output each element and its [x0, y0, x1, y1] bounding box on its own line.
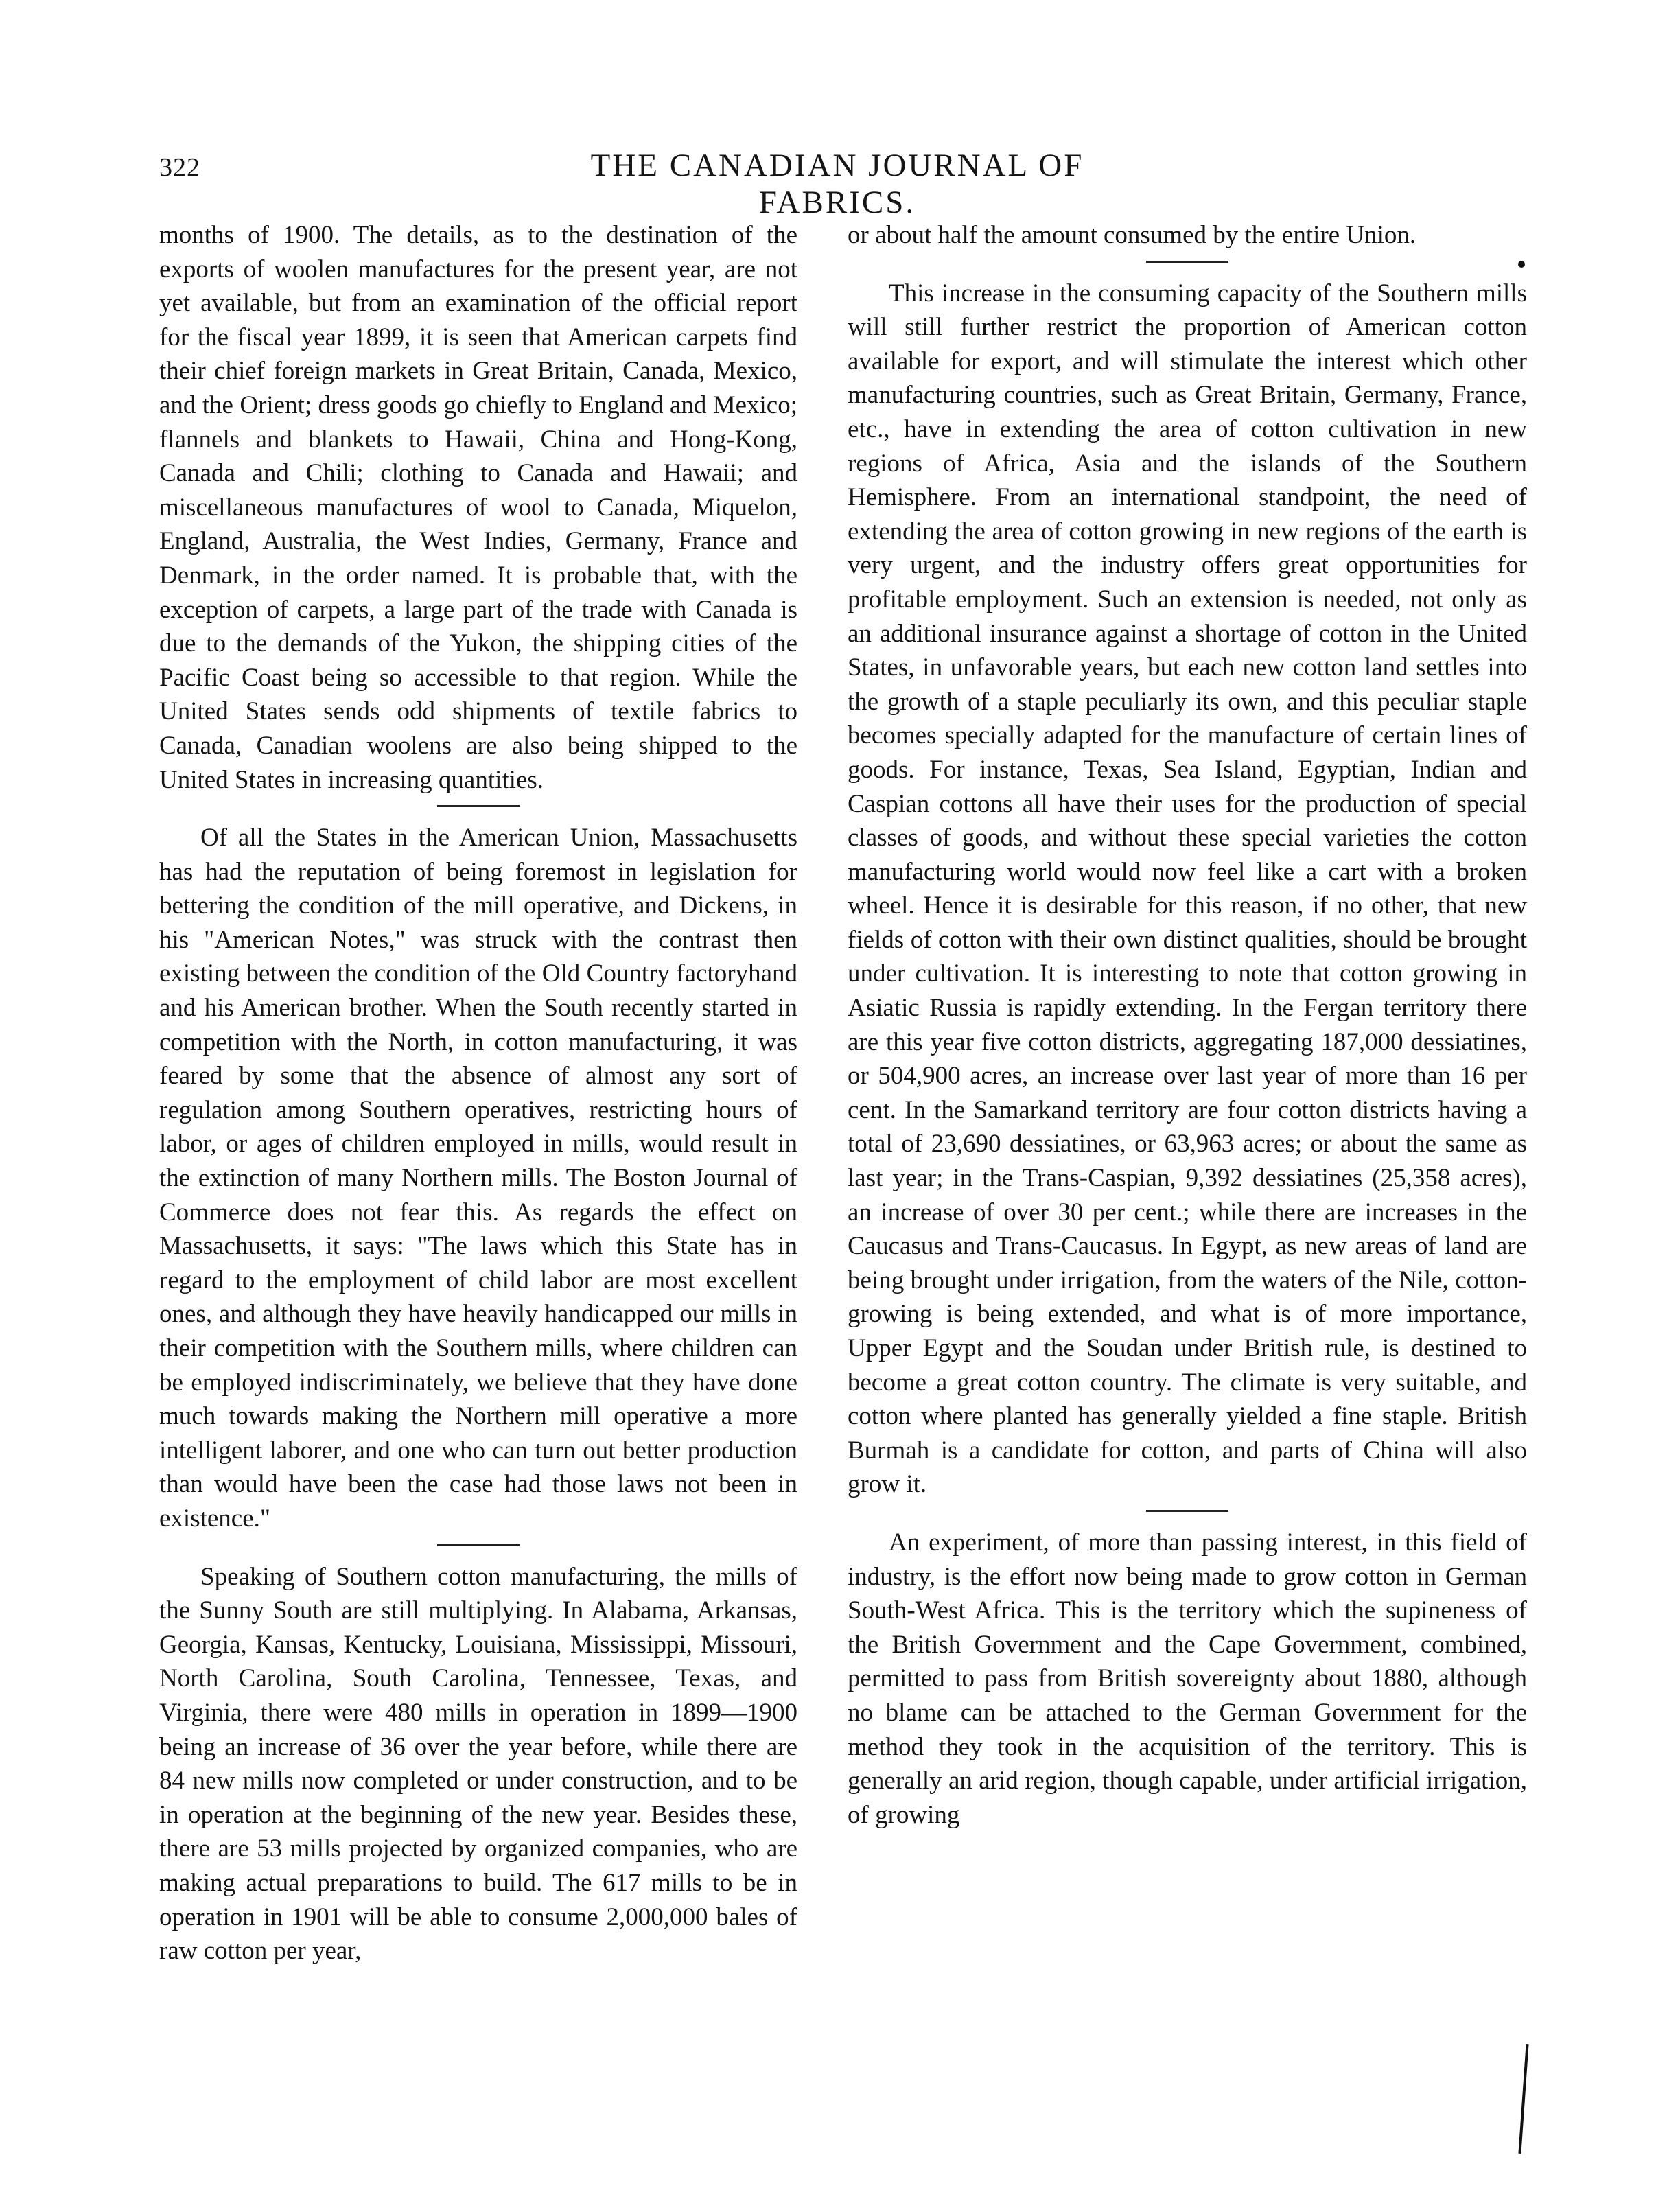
section-divider: [437, 805, 520, 807]
left-paragraph-1: months of 1900. The details, as to the destination of the exports of woolen manufactures for the present year, are not yet available, but from an examination of the official report for the fiscal year 1899, it is seen that American carpets find their chief foreign markets in Great Britain, Canada, Mexico, and the Orient; dress goods go chiefly to England and Mexico; flannels and blankets to Hawaii, China and Hong-Kong, Canada and Chili; clothing to Canada and Hawaii; and miscellaneous manufactures of wool to Canada, Miquelon, England, Australia, the West Indies, Germany, France and Denmark, in the order named. It is probable that, with the exception of carpets, a large part of the trade with Canada is due to the demands of the Yukon, the shipping cities of the Pacific Coast being so accessible to that region. While the United States sends odd shipments of textile fabrics to Canada, Canadian woolens are also being shipped to the United States in increasing quantities.: [159, 221, 797, 794]
right-column: [848, 218, 1527, 1832]
right-paragraph-2: This increase in the consuming capacity of the Southern mills will still further restrict the proportion of American cotton available for export, and will stimulate the interest which other manufacturing countries, such as Great Britain, Germany, France, etc., have in extending the area of cotton cultivation in new regions of Africa, Asia and the islands of the Southern Hemisphere. From an international standpoint, the need of extending the area of cotton growing in new regions of the earth is very urgent, and the industry offers great opportunities for profitable employment. Such an extension is needed, not only as an additional insurance against a shortage of cotton in the United States, in unfavorable years, but each new cotton land settles into the growth of a staple peculiarly its own, and this peculiar staple becomes specially adapted for the manufacture of certain lines of goods. For instance, Texas, Sea Island, Egyptian, Indian and Caspian cottons all have their uses for the production of special classes of goods, and without these special varieties the cotton manufacturing world would now feel like a cart with a broken wheel. Hence it is desirable for this reason, if no other, that new fields of cotton with their own distinct qualities, should be brought under cultivation. It is interesting to note that cotton growing in Asiatic Russia is rapidly extending. In the Fergan territory there are this year five cotton districts, aggregating 187,000 dessiatines, or 504,900 acres, an increase over last year of more than 16 per cent. In the Samarkand territory are four cotton districts having a total of 23,690 dessiatines, or 63,963 acres; or about the same as last year; in the Trans-Caspian, 9,392 dessiatines (25,358 acres), an increase of over 30 per cent.; while there are increases in the Caucasus and Trans-Caucasus. In Egypt, as new areas of land are being brought under irrigation, from the waters of the Nile, cotton-growing is being extended, and what is of more importance, Upper Egypt and the Soudan under British rule, is destined to become a great cotton country. The climate is very suitable, and cotton where planted has generally yielded a fine staple. British Burmah is a candidate for cotton, and parts of China will also grow it.: [848, 279, 1527, 1499]
section-divider: [1146, 261, 1228, 263]
left-paragraph-2: Of all the States in the American Union, Massachusetts has had the reputation of being foremost in legislation for bettering the condition of the mill operative, and Dickens, in his "American Notes," was struck with the contrast then existing between the condition of the Old Country factoryhand and his American brother. When the South recently started in competition with the North, in cotton manufacturing, it was feared by some that the absence of almost any sort of regulation among Southern operatives, restricting hours of labor, or ages of children employed in mills, would result in the extinction of many Northern mills. The Boston Journal of Commerce does not fear this. As regards the effect on Massachusetts, it says: "The laws which this State has in regard to the employment of child labor are most excellent ones, and although they have heavily handicapped our mills in their competition with the Southern mills, where children can be employed indiscriminately, we believe that they have done much towards making the Northern mill operative a more intelligent laborer, and one who can turn out better production than would have been the case had those laws not been in existence.": [159, 824, 797, 1533]
left-paragraph-3: Speaking of Southern cotton manufacturing, the mills of the Sunny South are still multiplying. In Alabama, Arkansas, Georgia, Kansas, Kentucky, Louisiana, Mississippi, Missouri, North Carolina, South Carolina, Tennessee, Texas, and Virginia, there were 480 mills in operation in 1899—1900 being an increase of 36 over the year before, while there are 84 new mills now completed or under construction, and to be in operation at the beginning of the new year. Besides these, there are 53 mills projected by organized companies, who are making actual preparations to build. The 617 mills to be in operation in 1901 will be able to consume 2,000,000 bales of raw cotton per year,: [159, 1562, 797, 1966]
margin-ink-stroke: [1518, 2044, 1528, 2154]
section-divider: [437, 1544, 520, 1546]
left-column: [159, 218, 797, 1968]
running-title: THE CANADIAN JOURNAL OF FABRICS.: [590, 148, 1084, 220]
right-paragraph-1: or about half the amount consumed by the entire Union.: [848, 221, 1416, 249]
page-number: 322: [159, 153, 200, 182]
section-divider: [1146, 1510, 1228, 1512]
right-paragraph-3: An experiment, of more than passing interest, in this field of industry, is the effort now being made to grow cotton in German South-West Africa. This is the territory which the supineness of the British Government and the Cape Government, combined, permitted to pass from British sovereignty about 1880, although no blame can be attached to the German Government for the method they took in the acquisition of the territory. This is generally an arid region, though capable, under artificial irrigation, of growing: [848, 1528, 1527, 1829]
